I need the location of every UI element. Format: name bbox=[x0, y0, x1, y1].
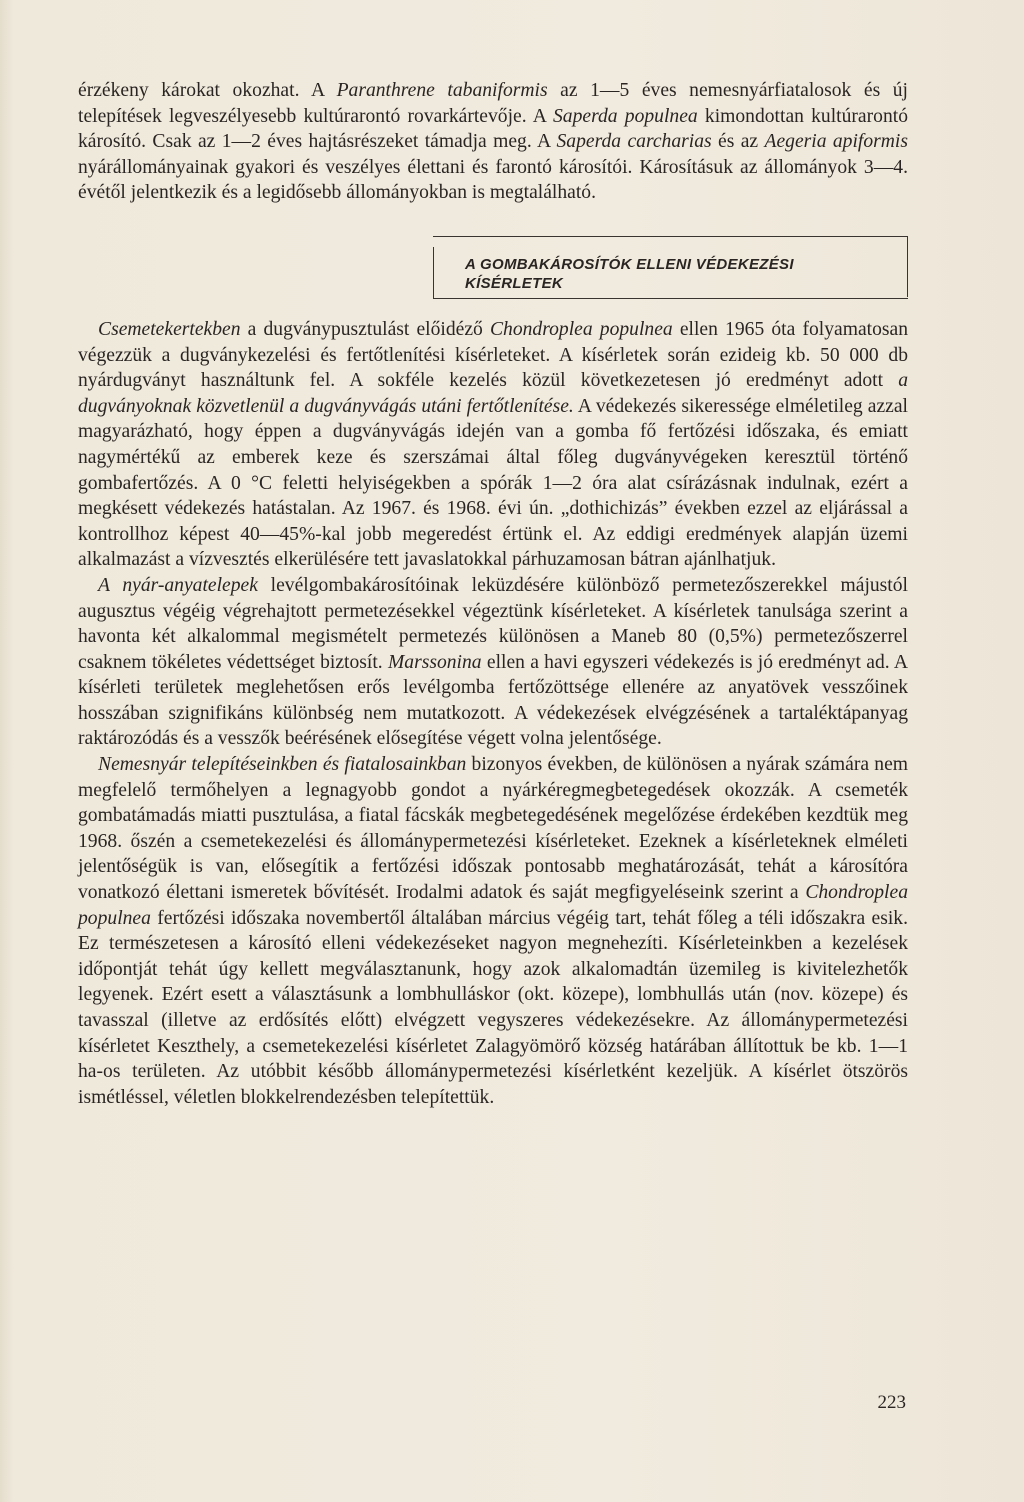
text-run: levélgombakárosítóinak leküzdésére különböző permetezőszerekkel májustól augusztus végéig végrehajtott permetezésekkel végeztünk kísérleteket. A kísérletek tanulsága szerint a havonta két alkalommal megismételt permetezés különösen a Maneb 80 (0,5%) permetezőszerrel csaknem tökéletes védettséget biztosít. bbox=[78, 574, 908, 673]
emphasis: a dugványoknak közvetlenül a dugványvágás utáni fertőtlenítése. bbox=[78, 370, 908, 417]
text-run: és az bbox=[711, 131, 765, 153]
italic-lead: Nemesnyár telepítéseinkben és fiatalosainkban bbox=[98, 754, 467, 776]
paragraph-mother-plantations bbox=[78, 573, 908, 752]
species-name: Paranthrene tabaniformis bbox=[336, 80, 548, 101]
section-heading-box bbox=[433, 236, 908, 297]
italic-lead: Csemetekertekben bbox=[98, 318, 241, 340]
body-text bbox=[78, 78, 908, 1110]
species-name: Saperda populnea bbox=[553, 105, 698, 127]
paragraph-plantations bbox=[78, 752, 908, 1110]
species-name: Chondroplea populnea bbox=[489, 318, 673, 340]
section-heading-line: KÍSÉRLETEK bbox=[465, 274, 564, 292]
intro-paragraph bbox=[78, 78, 908, 206]
species-name: Chondroplea populnea bbox=[78, 882, 908, 929]
text-run: a dugványpusztulást előidéző bbox=[240, 318, 490, 340]
text-run: A védekezés sikeressége elméletileg azzal magyarázható, hogy éppen a dugványvágás idején van a gomba fő fertőzési időszaka, és emiatt nagymértékű az emberek keze és szerszámai által főleg dugványvégeken keresztül történő gombafertőzés. A 0 °C feletti helyiségekben a spórák 1—2 óra alat csírázásnak indulnak, ezért a megkésett védekezés hatástalan. Az 1967. és 1968. évi ún. „dothichizás” években ezzel az eljárással a kontrollhoz képest 40—45%-kal jobb megeredést értünk el. Az eddigi eredmények alapján üzemi alkalmazást a vízvesztés elkerülésére tett javaslatokkal párhuzamosan bátran ajánlhatjuk. bbox=[78, 395, 908, 571]
text-run: az 1—5 éves nemesnyárfiatalosok és új telepítések legveszélyesebb kultúrarontó rovarkártevője. A bbox=[78, 80, 908, 127]
section-heading-line: A GOMBAKÁROSÍTÓK ELLENI VÉDEKEZÉSI bbox=[465, 255, 794, 273]
heading-box-left-rule bbox=[433, 247, 434, 298]
text-run: ellen a havi egyszeri védekezés is jó eredményt ad. A kísérleti területek meglehetősen erős levélgomba fertőzöttsége ellenére az anyatövek vesszőinek hosszában szignifikáns különbség nem mutatkozott. A védekezések elvégzésének a tartaléktápanyag raktározódás és a vesszők beérésének elősegítése végett volna jelentősége. bbox=[78, 651, 908, 750]
heading-box-bottom-rule bbox=[433, 298, 908, 299]
page-number: 223 bbox=[877, 1392, 906, 1413]
species-name: Saperda carcharias bbox=[556, 131, 712, 153]
text-run: fertőzési időszaka novembertől általában március végéig tart, tehát főleg a téli időszakra esik. Ez természetesen a károsító elleni védekezéseket nagyon megnehezíti. Kísérleteinkben a kezelések időpontját tehát úgy kellett megválasztanunk, hogy azok alkalomadtán üzemileg is kivitelezhetők legyenek. Ezért esett a választásunk a lombhulláskor (okt. közepe), lombhullás után (nov. közepe) és tavasszal (illetve az erdősítés előtt) elvégzett vegyszeres védekezésekre. Az állománypermetezési kísérletet Keszthely, a csemetekezelési kísérletet Zalagyömörő község határában állítottuk be kb. 1—1 ha-os területen. Az utóbbit később állománypermetezési kísérletként kezeljük. A kísérlet ötszörös ismétléssel, véletlen blokkelrendezésben telepítettük. bbox=[78, 907, 908, 1108]
section-heading bbox=[465, 255, 885, 293]
text-run: bizonyos években, de különösen a nyárak számára nem megfelelő termőhelyen a legnagyobb gondot a nyárkéregmegbetegedések okozzák. A csemeték gombatámadás miatti pusztulása, a fiatal fácskák megbetegedésének megelőzése érdekében kezdtük meg 1968. őszén a csemetekezelési és állománypermetezési kísérleteket. Ezeknek a kísérleteknek elméleti jelentőségük is van, elősegítik a fertőzési időszak pontosabb meghatározását, tehát a károsítóra vonatkozó élettani ismeretek bővítését. Irodalmi adatok és saját megfigyeléseink szerint a bbox=[78, 754, 909, 904]
text-run: ellen 1965 óta folyamatosan végezzük a dugványkezelési és fertőtlenítési kísérleteket. A kísérletek során ezideig kb. 50 000 db nyárdugványt használtunk fel. A sokféle kezelés közül következetesen jó eredményt adott bbox=[78, 318, 908, 392]
italic-lead: A nyár-anyatelepek bbox=[98, 574, 258, 596]
species-name: Marssonina bbox=[387, 651, 482, 673]
species-name: Aegeria apiformis bbox=[764, 131, 909, 153]
text-run: nyárállományainak gyakori és veszélyes élettani és farontó károsítói. Károsításuk az állományok 3—4. évétől jelentkezik és a legidősebb állományokban is megtalálható. bbox=[78, 156, 908, 204]
text-run: érzékeny károkat okozhat. A bbox=[78, 80, 337, 101]
text-run: kimondottan kultúrarontó károsító. Csak az 1—2 éves hajtásrészeket támadja meg. A bbox=[78, 105, 908, 153]
paragraph-nurseries bbox=[78, 317, 908, 573]
